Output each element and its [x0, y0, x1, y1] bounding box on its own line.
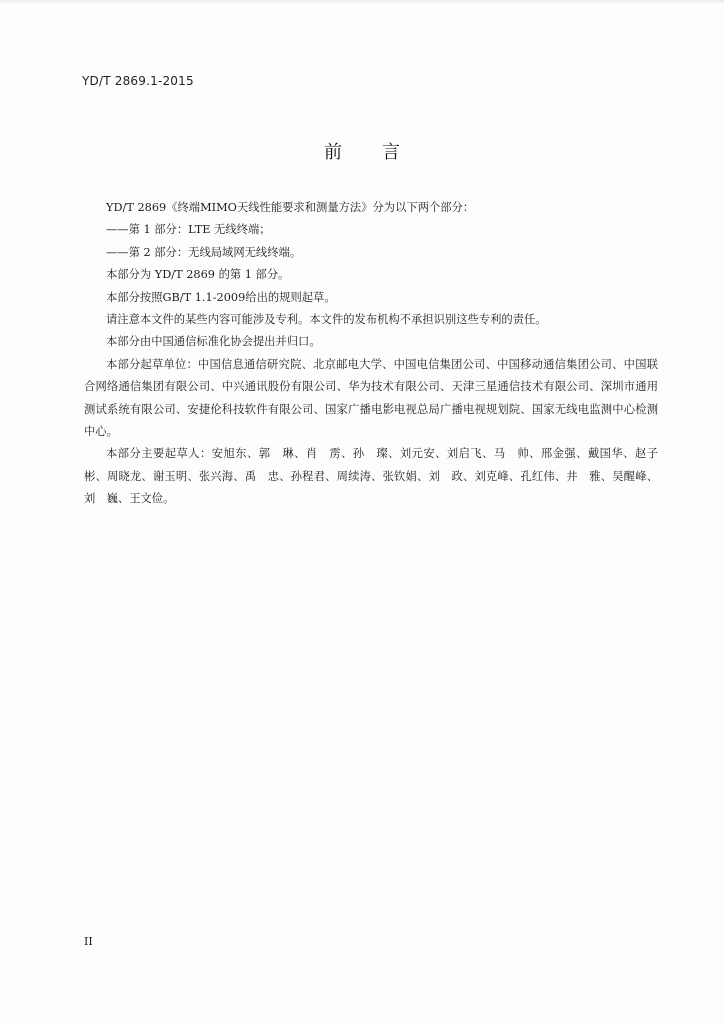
paragraph-drafters: 本部分主要起草人：安旭东、郭 琳、肖 雳、孙 璨、刘元安、刘启飞、马 帅、邢金强、戴国华、赵子彬、周晓龙、谢玉明、张兴海、禹 忠、孙程君、周续涛、张钦娟、刘 政、刘克峰、孔红伟、井 雅、吴醒峰、刘 巍、王文俭。 — [84, 447, 658, 506]
paragraph-parts-intro: YD/T 2869《终端MIMO天线性能要求和测量方法》分为以下两个部分： — [106, 201, 475, 214]
scan-edge-shadow — [0, 0, 724, 4]
paragraph-part-2: ——第 2 部分：无线局域网无线终端。 — [106, 245, 302, 259]
page-number: II — [84, 935, 93, 948]
paragraph-drafting-rules: 本部分按照GB/T 1.1-2009给出的规则起草。 — [106, 290, 336, 304]
paragraph-this-part: 本部分为 YD/T 2869 的第 1 部分。 — [106, 268, 290, 282]
paragraph-patent-notice: 请注意本文件的某些内容可能涉及专利。本文件的发布机构不承担识别这些专利的责任。 — [106, 313, 547, 327]
paragraph-drafting-units: 本部分起草单位：中国信息通信研究院、北京邮电大学、中国电信集团公司、中国移动通信集团公司、中国联合网络通信集团有限公司、中兴通讯股份有限公司、华为技术有限公司、天津三星通信技术有限公司、深圳市通用测试系统有限公司、安捷伦科技软件有限公司、国家广播电影电视总局广播电视规划院、国家无线电监测中心检测中心。 — [84, 357, 658, 439]
section-title: 前言 — [324, 142, 440, 163]
document-code: YD/T 2869.1-2015 — [82, 74, 194, 88]
paragraph-part-1: ——第 1 部分：LTE 无线终端； — [106, 223, 271, 237]
paragraph-proposer: 本部分由中国通信标准化协会提出并归口。 — [106, 335, 321, 349]
foreword-body — [84, 197, 658, 511]
